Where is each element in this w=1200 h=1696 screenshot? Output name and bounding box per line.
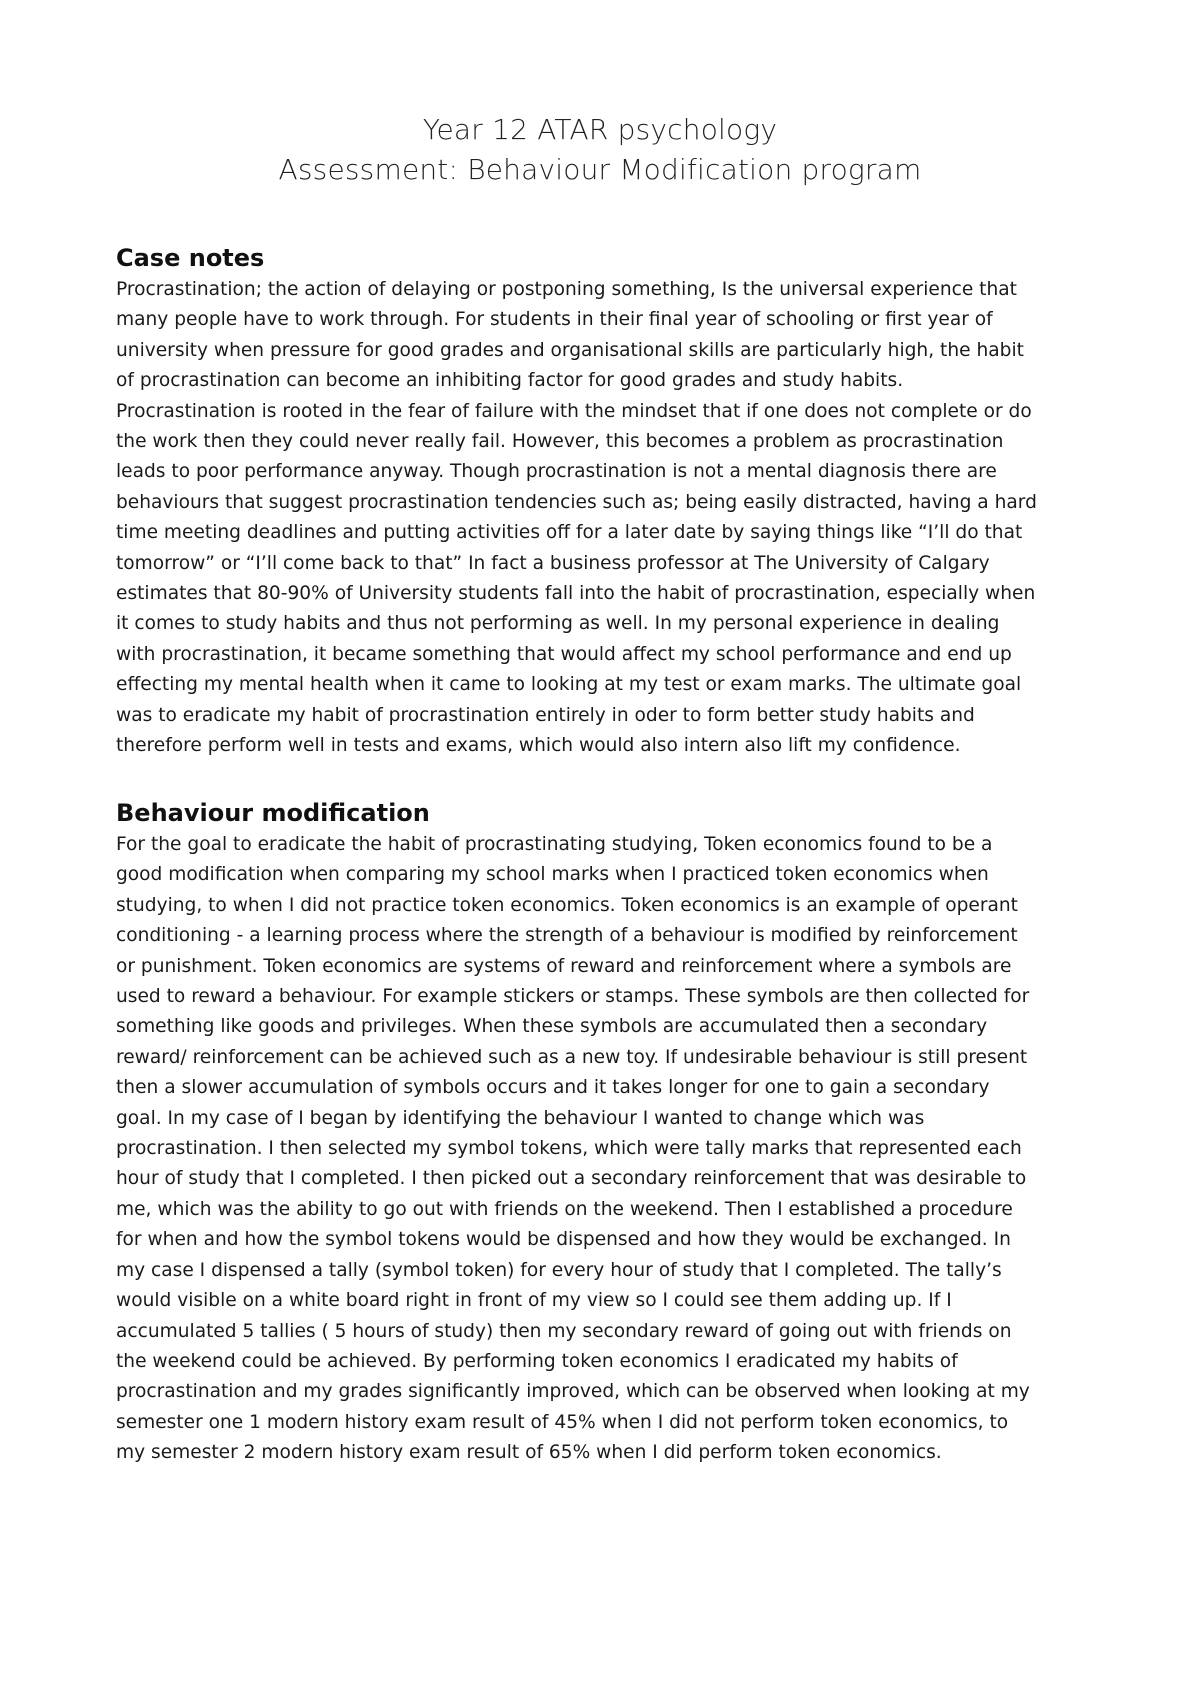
behaviour-modification-line: my case I dispensed a tally (symbol token) for every hour of study that I completed. The tally’s xyxy=(116,1259,1002,1281)
behaviour-modification-body xyxy=(116,830,1096,1469)
case-notes-line: of procrastination can become an inhibiting factor for good grades and study habits. xyxy=(116,370,904,392)
behaviour-modification-line: then a slower accumulation of symbols occurs and it takes longer for one to gain a secondary xyxy=(116,1077,990,1099)
case-notes-line: behaviours that suggest procrastination tendencies such as; being easily distracted, having a hard xyxy=(116,491,1037,513)
behaviour-modification-section xyxy=(116,798,1096,1469)
behaviour-modification-line: studying, to when I did not practice token economics. Token economics is an example of operant xyxy=(116,894,1018,916)
behaviour-modification-line: reward/ reinforcement can be achieved such as a new toy. If undesirable behaviour is still present xyxy=(116,1046,1028,1068)
behaviour-modification-line: semester one 1 modern history exam result of 45% when I did not perform token economics, to xyxy=(116,1411,1009,1433)
case-notes-body xyxy=(116,275,1096,762)
behaviour-modification-line: goal. In my case of I began by identifying the behaviour I wanted to change which was xyxy=(116,1107,925,1129)
behaviour-modification-line: hour of study that I completed. I then picked out a secondary reinforcement that was desirable to xyxy=(116,1168,1027,1190)
behaviour-modification-line: or punishment. Token economics are systems of reward and reinforcement where a symbols are xyxy=(116,955,1012,977)
behaviour-modification-line: used to reward a behaviour. For example stickers or stamps. These symbols are then collected for xyxy=(116,986,1030,1008)
case-notes-line: was to eradicate my habit of procrastination entirely in oder to form better study habits and xyxy=(116,704,975,726)
behaviour-modification-line: good modification when comparing my school marks when I practiced token economics when xyxy=(116,864,989,886)
case-notes-section xyxy=(116,243,1096,762)
behaviour-modification-line: procrastination. I then selected my symbol tokens, which were tally marks that represented each xyxy=(116,1138,1022,1160)
case-notes-line: therefore perform well in tests and exams, which would also intern also lift my confidence. xyxy=(116,735,961,757)
case-notes-line: effecting my mental health when it came to looking at my test or exam marks. The ultimate goal xyxy=(116,674,1022,696)
behaviour-modification-heading: Behaviour modification xyxy=(116,799,430,827)
behaviour-modification-line: would visible on a white board right in front of my view so I could see them adding up. If I xyxy=(116,1290,952,1312)
case-notes-line: Procrastination; the action of delaying or postponing something, Is the universal experience that xyxy=(116,279,1017,300)
behaviour-modification-line: the weekend could be achieved. By performing token economics I eradicated my habits of xyxy=(116,1350,958,1372)
title-line-1: Year 12 ATAR psychology xyxy=(422,113,778,146)
behaviour-modification-line: For the goal to eradicate the habit of procrastinating studying, Token economics found to be a xyxy=(116,834,993,855)
case-notes-line: leads to poor performance anyway. Though procrastination is not a mental diagnosis there are xyxy=(116,461,997,483)
case-notes-line: with procrastination, it became something that would affect my school performance and end up xyxy=(116,643,1012,665)
case-notes-line: many people have to work through. For students in their final year of schooling or first year of xyxy=(116,309,993,331)
document-title xyxy=(0,110,1200,190)
case-notes-line: the work then they could never really fail. However, this becomes a problem as procrastination xyxy=(116,431,1004,453)
title-line-2: Assessment: Behaviour Modification program xyxy=(278,153,922,186)
behaviour-modification-line: for when and how the symbol tokens would be dispensed and how they would be exchanged. In xyxy=(116,1229,1011,1251)
case-notes-line: Procrastination is rooted in the fear of failure with the mindset that if one does not complete or do xyxy=(116,400,1032,422)
behaviour-modification-line: something like goods and privileges. When these symbols are accumulated then a secondary xyxy=(116,1016,988,1038)
case-notes-line: tomorrow” or “I’ll come back to that” In fact a business professor at The University of Calgary xyxy=(116,552,990,574)
behaviour-modification-line: procrastination and my grades significantly improved, which can be observed when looking at my xyxy=(116,1381,1030,1403)
case-notes-heading: Case notes xyxy=(116,244,265,272)
case-notes-line: estimates that 80-90% of University students fall into the habit of procrastination, especially when xyxy=(116,583,1036,605)
behaviour-modification-line: my semester 2 modern history exam result of 65% when I did perform token economics. xyxy=(116,1442,942,1464)
case-notes-line: it comes to study habits and thus not performing as well. In my personal experience in dealing xyxy=(116,613,1000,635)
case-notes-line: university when pressure for good grades and organisational skills are particularly high, the habit xyxy=(116,339,1024,361)
behaviour-modification-line: accumulated 5 tallies ( 5 hours of study) then my secondary reward of going out with friends on xyxy=(116,1320,1012,1342)
case-notes-line: time meeting deadlines and putting activities off for a later date by saying things like “I’ll do that xyxy=(116,522,1023,544)
behaviour-modification-line: conditioning - a learning process where the strength of a behaviour is modified by reinforcement xyxy=(116,925,1018,947)
behaviour-modification-line: me, which was the ability to go out with friends on the weekend. Then I established a procedure xyxy=(116,1198,1013,1220)
